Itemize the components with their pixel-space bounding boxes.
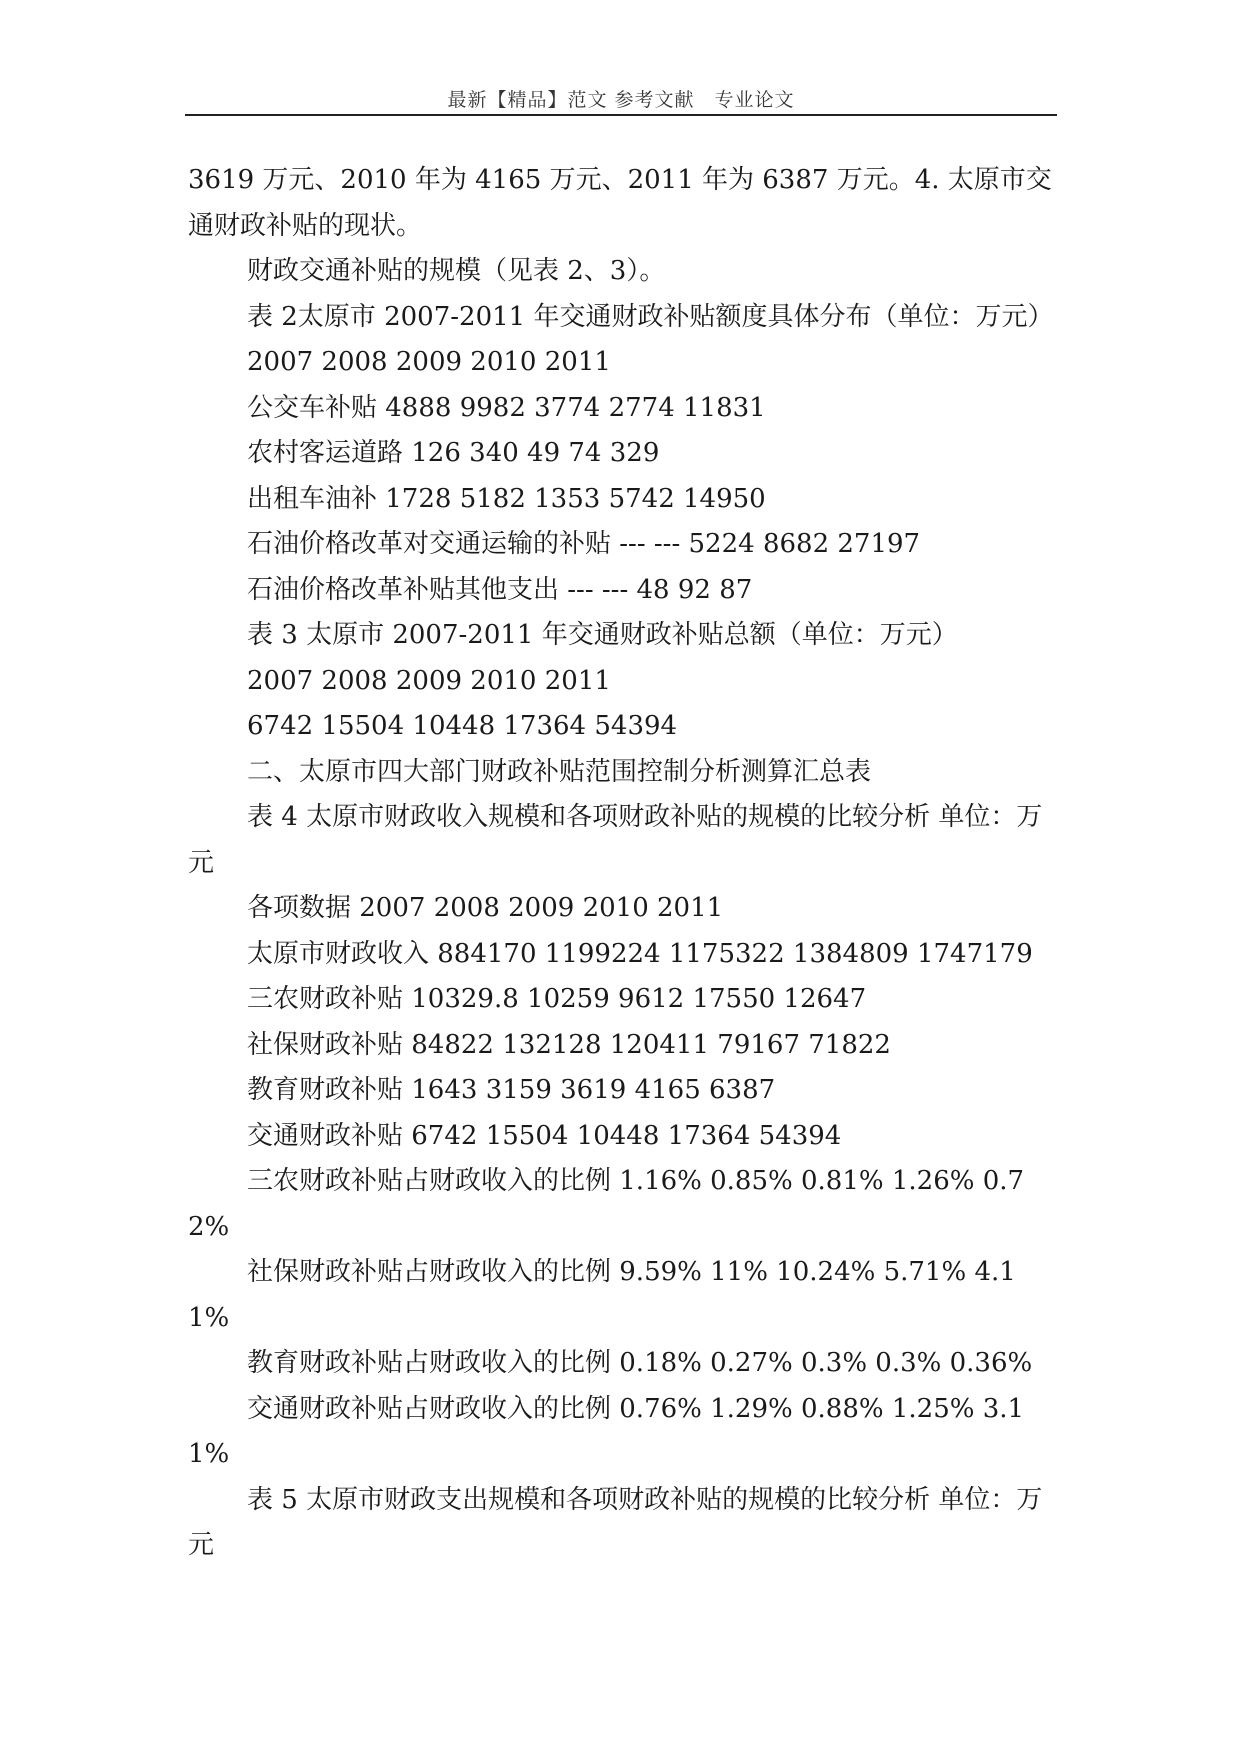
paragraph: 3619 万元、2010 年为 4165 万元、2011 年为 6387 万元。4. 太原市交通财政补贴的现状。 [188, 165, 1052, 241]
table-row: 2007 2008 2009 2010 2011 [247, 347, 611, 377]
table-row: 教育财政补贴 1643 3159 3619 4165 6387 [247, 1075, 776, 1105]
header-rule [185, 114, 1057, 116]
section-heading: 二、太原市四大部门财政补贴范围控制分析测算汇总表 [247, 756, 872, 787]
table-row: 6742 15504 10448 17364 54394 [247, 711, 678, 741]
table-row: 三农财政补贴占财政收入的比例 1.16% 0.85% 0.81% 1.26% 0.72% [188, 1166, 1025, 1242]
table-row: 农村客运道路 126 340 49 74 329 [247, 438, 660, 468]
table-row: 教育财政补贴占财政收入的比例 0.18% 0.27% 0.3% 0.3% 0.36% [247, 1348, 1033, 1378]
table-row: 石油价格改革对交通运输的补贴 --- --- 5224 8682 27197 [247, 529, 921, 559]
table-row: 社保财政补贴占财政收入的比例 9.59% 11% 10.24% 5.71% 4.11% [188, 1257, 1016, 1333]
table-caption: 表 4 太原市财政收入规模和各项财政补贴的规模的比较分析 单位：万元 [188, 802, 1043, 878]
table-row: 社保财政补贴 84822 132128 120411 79167 71822 [247, 1029, 891, 1060]
table-caption: 表 2太原市 2007-2011 年交通财政补贴额度具体分布（单位：万元） [247, 301, 1054, 332]
table-row: 石油价格改革补贴其他支出 --- --- 48 92 87 [247, 574, 753, 605]
table-row: 三农财政补贴 10329.8 10259 9612 17550 12647 [247, 984, 867, 1014]
table-row: 交通财政补贴占财政收入的比例 0.76% 1.29% 0.88% 1.25% 3.11% [188, 1393, 1025, 1469]
table-row: 出租车油补 1728 5182 1353 5742 14950 [247, 483, 766, 514]
document-body [188, 158, 1056, 1569]
table-caption: 表 3 太原市 2007-2011 年交通财政补贴总额（单位：万元） [247, 620, 958, 650]
table-caption: 表 5 太原市财政支出规模和各项财政补贴的规模的比较分析 单位：万元 [188, 1484, 1043, 1560]
paragraph: 财政交通补贴的规模（见表 2、3）。 [247, 256, 666, 286]
table-row: 公交车补贴 4888 9982 3774 2774 11831 [247, 392, 766, 423]
table-row: 交通财政补贴 6742 15504 10448 17364 54394 [247, 1120, 842, 1151]
page-header: 最新【精品】范文 参考文献 专业论文 [447, 89, 795, 111]
table-row: 各项数据 2007 2008 2009 2010 2011 [247, 893, 724, 923]
table-row: 太原市财政收入 884170 1199224 1175322 1384809 1747179 [247, 938, 1033, 969]
table-row: 2007 2008 2009 2010 2011 [247, 665, 611, 696]
